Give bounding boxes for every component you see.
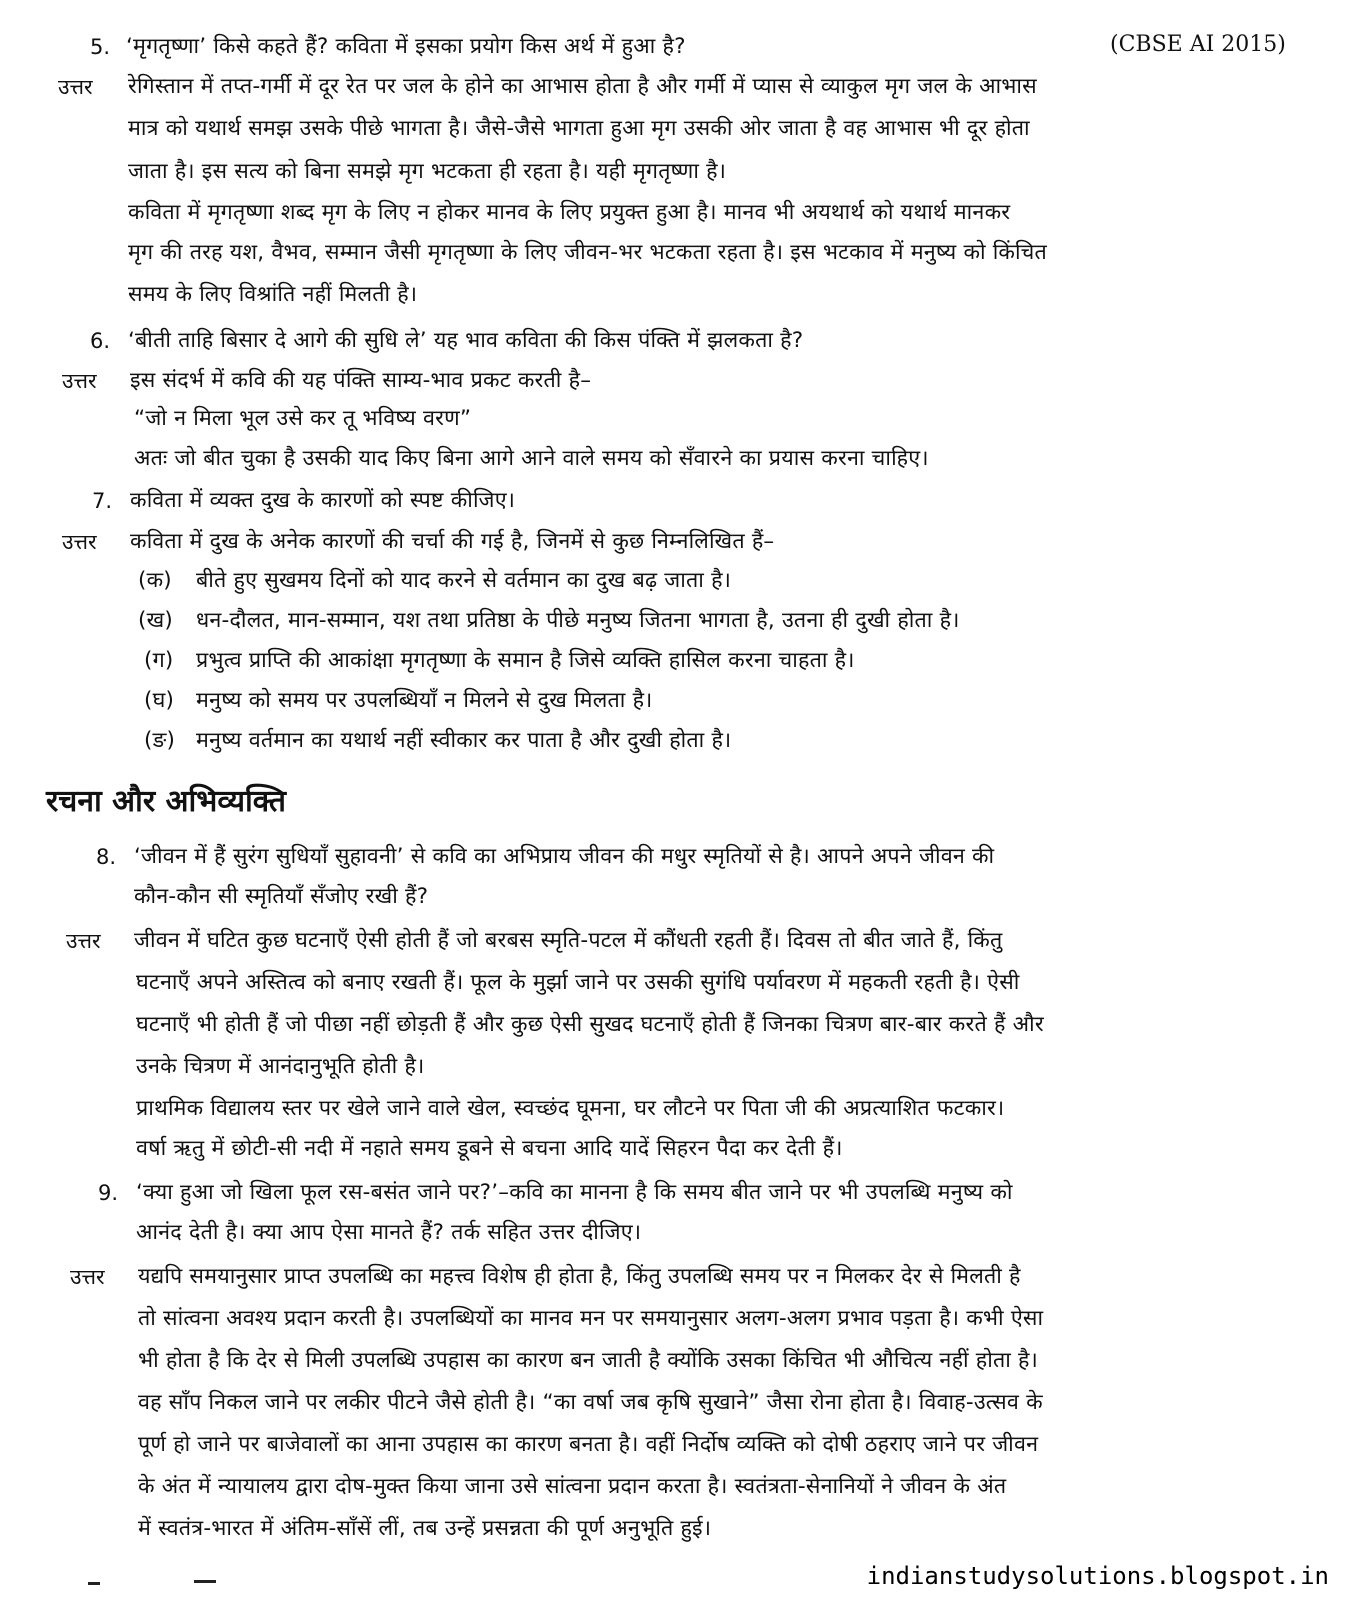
q5-answer-line: मात्र को यथार्थ समझ उसके पीछे भागता है। जैसे-जैसे भागता हुआ मृग उसकी ओर जाता है वह आभास भी दूर होता [128, 116, 1030, 141]
q8-answer-line: वर्षा ऋतु में छोटी-सी नदी में नहाते समय डूबने से बचना आदि यादें सिहरन पैदा कर देती हैं। [136, 1136, 843, 1161]
q8-answer-line: घटनाएँ भी होती हैं जो पीछा नहीं छोड़ती हैं और कुछ ऐसी सुखद घटनाएँ होती हैं जिनका चित्रण बार-बार करते हैं और [136, 1012, 1044, 1037]
q6-question: ‘बीती ताहि बिसार दे आगे की सुधि ले’ यह भाव कविता की किस पंक्ति में झलकता है? [128, 328, 804, 353]
q8-answer-line: घटनाएँ अपने अस्तित्व को बनाए रखती हैं। फूल के मुर्झा जाने पर उसकी सुगंधि पर्यावरण में महकती रहती है। ऐसी [136, 970, 1020, 995]
q5-answer-line: मृग की तरह यश, वैभव, सम्मान जैसी मृगतृष्णा के लिए जीवन-भर भटकता रहता है। इस भटकाव में मनुष्य को किंचित [128, 240, 1047, 265]
q6-answer-line: अतः जो बीत चुका है उसकी याद किए बिना आगे आने वाले समय को सँवारने का प्रयास करना चाहिए। [134, 446, 929, 471]
q9-question-line: आनंद देती है। क्या आप ऐसा मानते हैं? तर्क सहित उत्तर दीजिए। [136, 1220, 642, 1245]
section-heading: रचना और अभिव्यक्ति [46, 784, 286, 819]
q7-answer-label: उत्तर [62, 530, 97, 554]
q6-answer-label: उत्तर [62, 369, 97, 393]
q5-source: (CBSE AI 2015) [1110, 32, 1286, 57]
q9-answer-line: पूर्ण हो जाने पर बाजेवालों का आना उपहास का कारण बनता है। वहीं निर्दोष व्यक्ति को दोषी ठहराए जाने पर जीवन [138, 1432, 1039, 1457]
q8-answer-line: प्राथमिक विद्यालय स्तर पर खेले जाने वाले खेल, स्वच्छंद घूमना, घर लौटने पर पिता जी की अप्रत्याशित फटकार। [136, 1096, 1005, 1121]
q8-number: 8. [96, 845, 117, 869]
q5-answer-line: रेगिस्तान में तप्त-गर्मी में दूर रेत पर जल के होने का आभास होता है और गर्मी में प्यास से व्याकुल मृग जल के आभास [128, 74, 1037, 99]
q5-question: ‘मृगतृष्णा’ किसे कहते हैं? कविता में इसका प्रयोग किस अर्थ में हुआ है? [126, 34, 686, 59]
q7-question: कविता में व्यक्त दुख के कारणों को स्पष्ट कीजिए। [130, 488, 516, 513]
q9-answer-line: वह साँप निकल जाने पर लकीर पीटने जैसे होती है। “का वर्षा जब कृषि सुखाने” जैसा रोना होता है। विवाह-उत्सव के [138, 1390, 1043, 1415]
q7-item-marker: (क) [138, 568, 172, 593]
q5-answer-line: कविता में मृगतृष्णा शब्द मृग के लिए न होकर मानव के लिए प्रयुक्त हुआ है। मानव भी अयथार्थ को यथार्थ मानकर [128, 200, 1011, 225]
q8-answer-label: उत्तर [66, 929, 101, 953]
q8-question-line: कौन-कौन सी स्मृतियाँ सँजोए रखी हैं? [134, 884, 429, 909]
q7-item-marker: (घ) [144, 688, 175, 713]
q9-answer-line: में स्वतंत्र-भारत में अंतिम-साँसें लीं, तब उन्हें प्रसन्नता की पूर्ण अनुभूति हुई। [138, 1516, 712, 1541]
q7-item-text: धन-दौलत, मान-सम्मान, यश तथा प्रतिष्ठा के पीछे मनुष्य जितना भागता है, उतना ही दुखी होता है। [196, 608, 960, 633]
q9-answer-line: तो सांत्वना अवश्य प्रदान करती है। उपलब्धियों का मानव मन पर समयानुसार अलग-अलग प्रभाव पड़ता है। कभी ऐसा [138, 1306, 1044, 1331]
q6-answer-line: “जो न मिला भूल उसे कर तू भविष्य वरण” [134, 406, 472, 431]
q9-answer-label: उत्तर [70, 1265, 105, 1289]
cutoff-mark [88, 1582, 100, 1585]
q7-answer-intro: कविता में दुख के अनेक कारणों की चर्चा की गई है, जिनमें से कुछ निम्नलिखित हैं– [130, 529, 775, 554]
watermark: indianstudysolutions.blogspot.in [866, 1562, 1329, 1590]
q7-item-text: बीते हुए सुखमय दिनों को याद करने से वर्तमान का दुख बढ़ जाता है। [196, 568, 732, 593]
q8-answer-line: जीवन में घटित कुछ घटनाएँ ऐसी होती हैं जो बरबस स्मृति-पटल में कौंधती रहती हैं। दिवस तो बीत जाते हैं, किंतु [134, 928, 1003, 953]
q9-answer-line: यद्यपि समयानुसार प्राप्त उपलब्धि का महत्त्व विशेष ही होता है, किंतु उपलब्धि समय पर न मिलकर देर से मिलती है [138, 1264, 1021, 1289]
q7-item-text: मनुष्य वर्तमान का यथार्थ नहीं स्वीकार कर पाता है और दुखी होता है। [196, 728, 732, 753]
q5-answer-label: उत्तर [58, 75, 93, 99]
q7-item-text: मनुष्य को समय पर उपलब्धियाँ न मिलने से दुख मिलता है। [196, 688, 653, 713]
q5-answer-line: समय के लिए विश्रांति नहीं मिलती है। [128, 282, 418, 307]
q6-number: 6. [90, 329, 111, 353]
q9-answer-line: के अंत में न्यायालय द्वारा दोष-मुक्त किया जाना उसे सांत्वना प्रदान करता है। स्वतंत्रता-सेनानियों ने जीवन के अंत [138, 1474, 1007, 1499]
q9-question-line: ‘क्या हुआ जो खिला फूल रस-बसंत जाने पर?’–कवि का मानना है कि समय बीत जाने पर भी उपलब्धि मनुष्य को [136, 1180, 1013, 1205]
q5-number: 5. [90, 35, 111, 59]
q6-answer-line: इस संदर्भ में कवि की यह पंक्ति साम्य-भाव प्रकट करती है– [130, 368, 592, 393]
cutoff-mark [194, 1580, 216, 1583]
q7-item-text: प्रभुत्व प्राप्ति की आकांक्षा मृगतृष्णा के समान है जिसे व्यक्ति हासिल करना चाहता है। [196, 648, 855, 673]
q7-number: 7. [92, 489, 113, 513]
q7-item-marker: (ङ) [144, 728, 176, 753]
q9-answer-line: भी होता है कि देर से मिली उपलब्धि उपहास का कारण बन जाती है क्योंकि उसका किंचित भी औचित्य नहीं होता है। [138, 1348, 1038, 1373]
q9-number: 9. [98, 1181, 119, 1205]
q8-answer-line: उनके चित्रण में आनंदानुभूति होती है। [136, 1054, 425, 1079]
q8-question-line: ‘जीवन में हैं सुरंग सुधियाँ सुहावनी’ से कवि का अभिप्राय जीवन की मधुर स्मृतियों से है। आपने अपने जीवन की [134, 844, 995, 869]
q7-item-marker: (ग) [144, 648, 174, 673]
q7-item-marker: (ख) [138, 608, 173, 633]
q5-answer-line: जाता है। इस सत्य को बिना समझे मृग भटकता ही रहता है। यही मृगतृष्णा है। [128, 159, 727, 184]
